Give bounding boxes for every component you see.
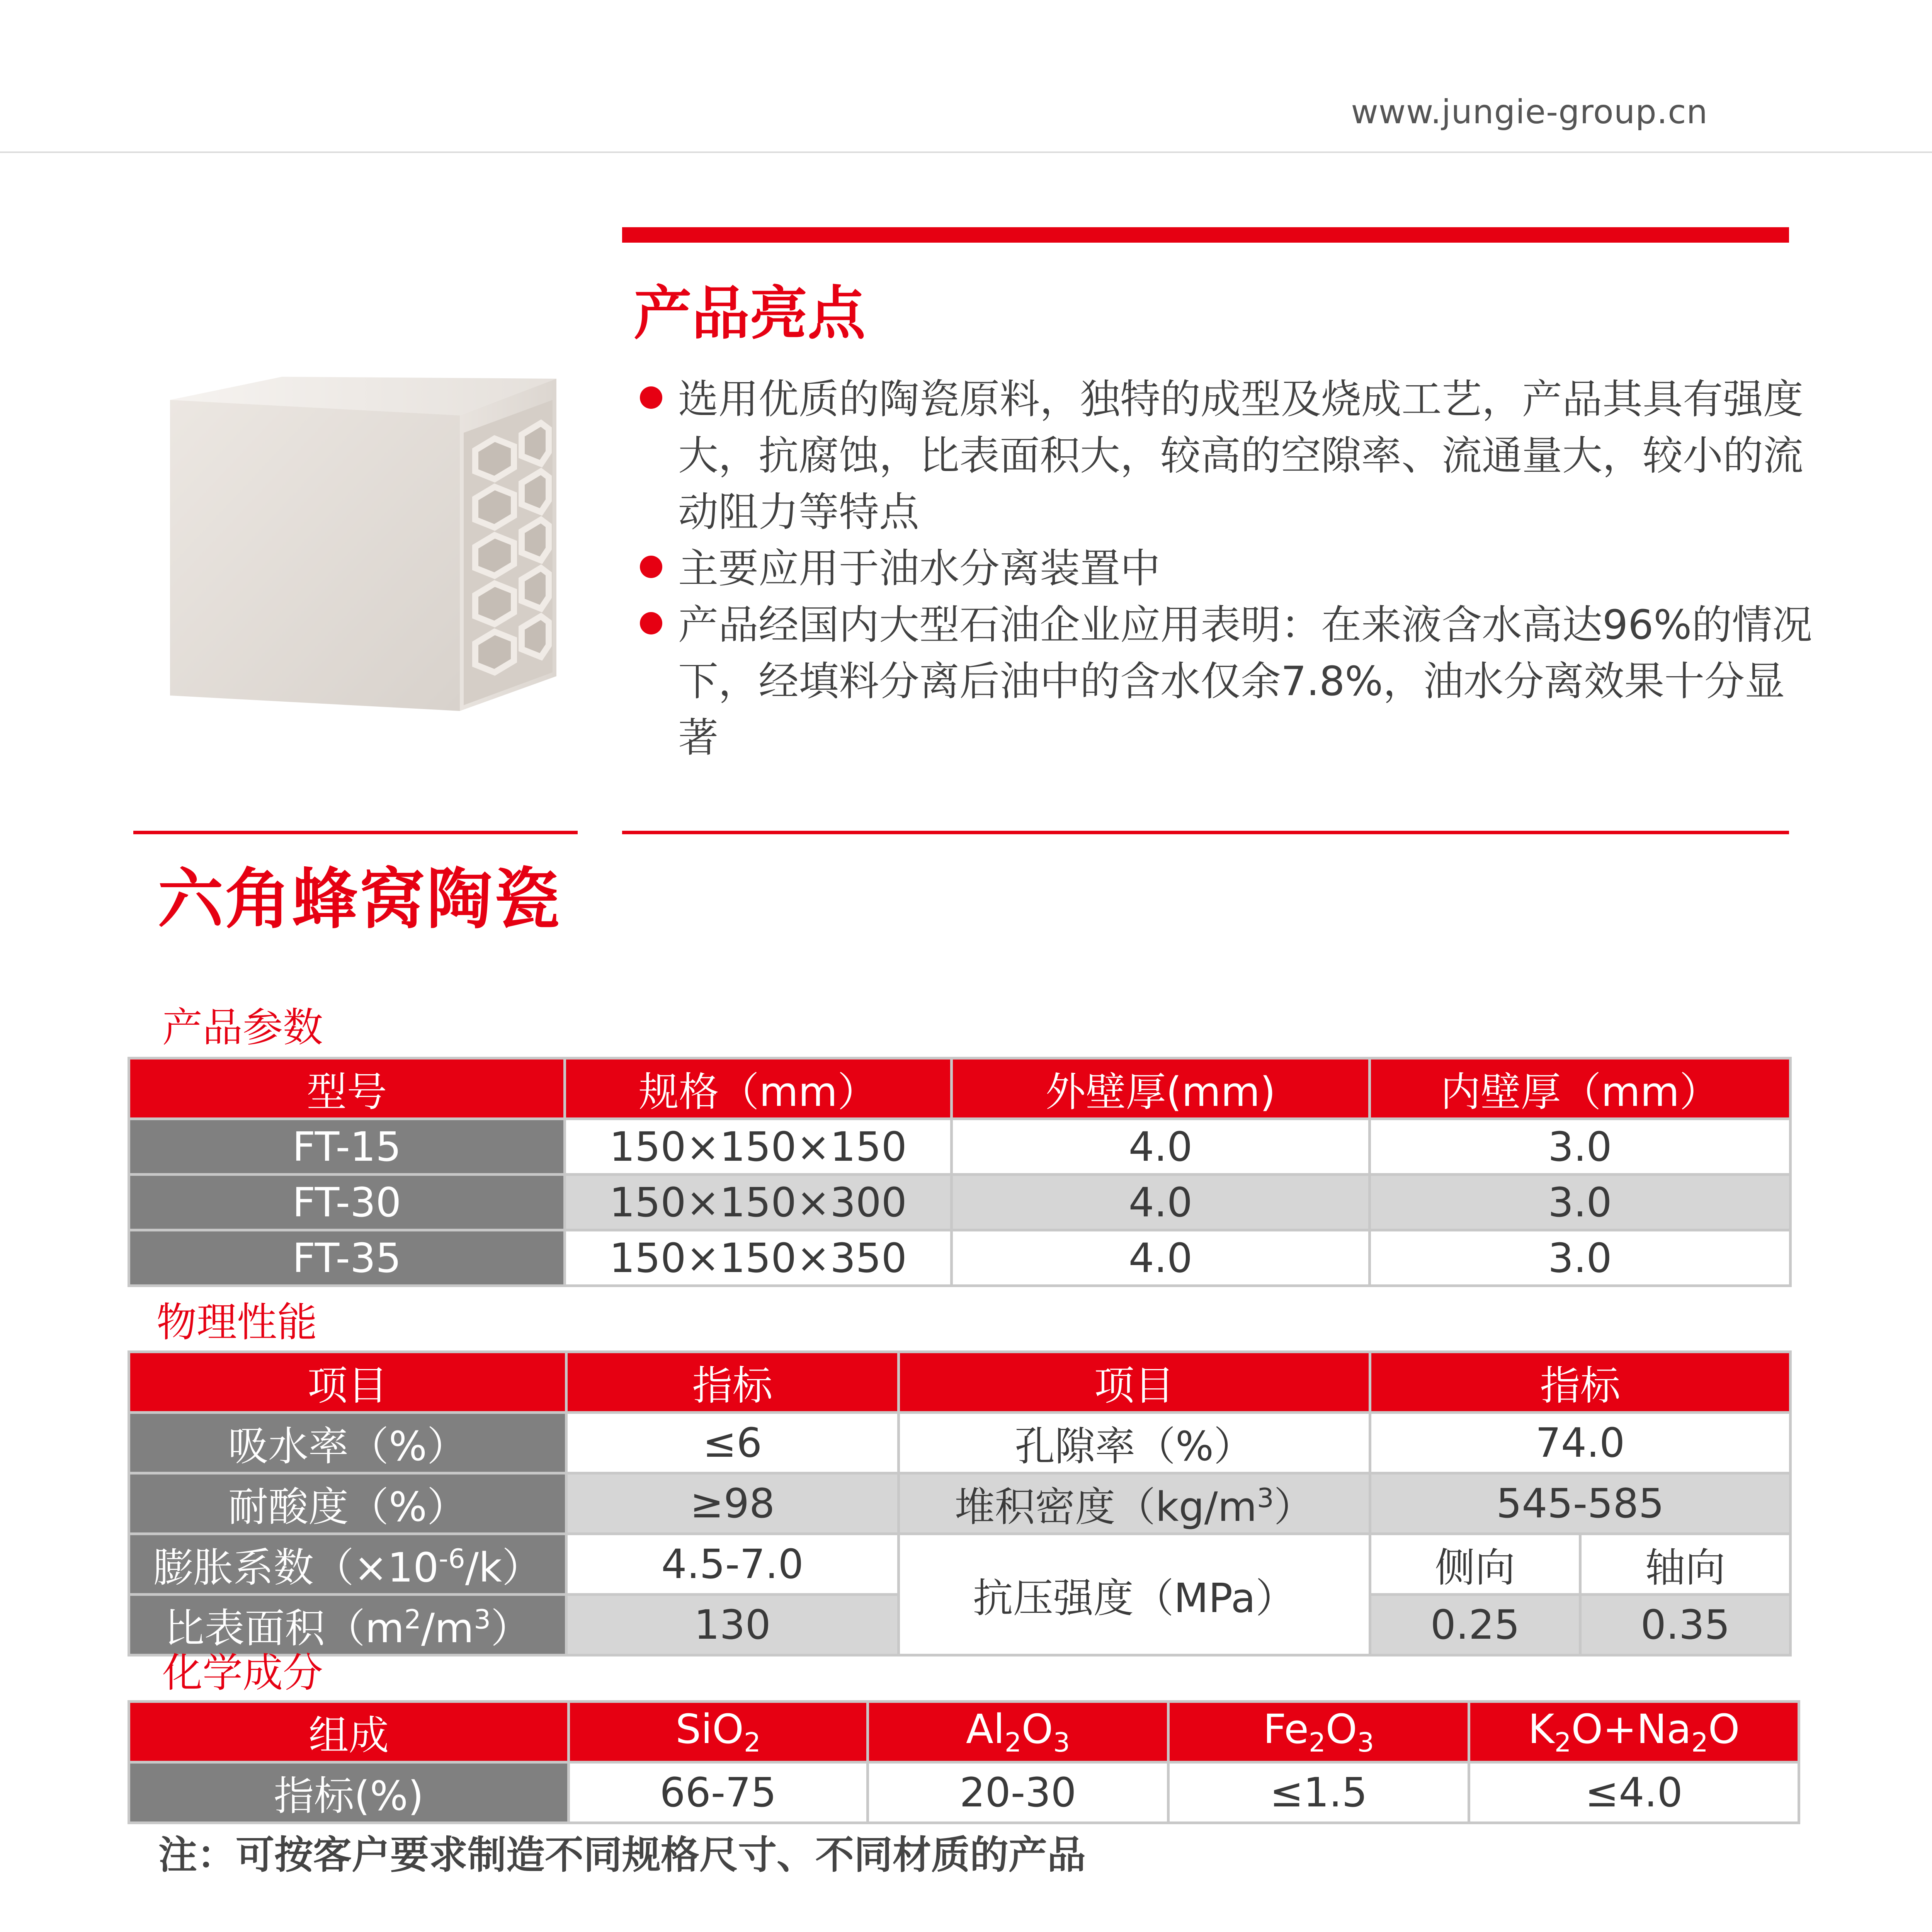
table-row [129,1175,1791,1230]
table-cell: 150×150×350 [565,1230,952,1286]
highlight-item: 选用优质的陶瓷原料，独特的成型及烧成工艺，产品其具有强度大，抗腐蚀，比表面积大，较高的空隙率、流通量大，较小的流动阻力等特点 [638,371,1816,540]
highlight-item: 产品经国内大型石油企业应用表明：在来液含水高达96%的情况下，经填料分离后油中的含水仅余7.8%，油水分离效果十分显著 [638,597,1816,766]
highlights-title: 产品亮点 [634,280,866,347]
compound-sio2: SiO$_2$ [569,1702,868,1762]
compound-al2o3: $Al_2O_3$ [868,1702,1168,1762]
product-title: 六角蜂窝陶瓷 [158,861,561,938]
table-cell: 3.0 [1370,1119,1791,1175]
table-cell: 4.0 [952,1175,1370,1230]
highlights-top-bar [622,227,1789,243]
table-cell: 150×150×150 [565,1119,952,1175]
property-cell: 耐酸度（%） [129,1473,566,1534]
property-cell: 吸水率（%） [129,1413,566,1473]
table-cell: 孔隙率（%） [899,1413,1370,1473]
model-cell: FT-15 [129,1119,565,1175]
table-cell: 3.0 [1370,1175,1791,1230]
table-header-cell: 组成 [129,1702,569,1762]
table-cell: ≥98 [566,1473,899,1534]
table-row [129,1762,1799,1823]
table-row [129,1413,1791,1473]
physical-label: 物理性能 [156,1299,318,1346]
model-cell: FT-35 [129,1230,565,1286]
product-title-rule [622,831,1789,834]
header-divider [0,151,1932,153]
table-cell: 堆积密度$(kg/m^3)$ [899,1473,1370,1534]
table-header-row [129,1058,1791,1119]
table-header-cell: 指标 [566,1352,899,1413]
row-label-cell: 指标(%) [129,1762,569,1823]
table-cell: 4.5-7.0 [566,1534,899,1595]
params-table [128,1057,1792,1287]
chemical-table [128,1700,1800,1824]
table-header-cell: 指标 [1370,1352,1791,1413]
table-header-cell: 外壁厚(mm) [952,1058,1370,1119]
table-header-row [129,1352,1791,1413]
highlights-list [638,371,1816,766]
table-header-cell: 内壁厚（mm） [1370,1058,1791,1119]
table-cell: 545-585 [1370,1473,1791,1534]
compound-k2o-na2o: $K_2O+Na_2O$ [1469,1702,1799,1762]
params-label: 产品参数 [162,1004,323,1051]
table-cell: 20-30 [868,1762,1168,1823]
product-image [155,363,587,734]
table-header-row [129,1702,1799,1762]
physical-table [128,1350,1792,1656]
table-cell: ≤6 [566,1413,899,1473]
table-cell: 150×150×300 [565,1175,952,1230]
table-header-cell: 规格（mm） [565,1058,952,1119]
table-cell: ≤4.0 [1469,1762,1799,1823]
table-cell: ≤1.5 [1168,1762,1469,1823]
model-cell: FT-30 [129,1175,565,1230]
table-cell: 4.0 [952,1230,1370,1286]
website-url: www.jungie-group.cn [1351,93,1708,131]
table-header-cell: 型号 [129,1058,565,1119]
table-row [129,1534,1791,1595]
table-header-cell: 项目 [129,1352,566,1413]
table-cell: 3.0 [1370,1230,1791,1286]
table-cell: 抗压强度（MPa） [899,1534,1370,1655]
property-cell: 比表面积$(m^2/m^3)$ [129,1595,566,1655]
table-row [129,1119,1791,1175]
table-cell: 轴向 [1580,1534,1791,1595]
highlight-item: 主要应用于油水分离装置中 [638,540,1816,597]
table-cell: 0.35 [1580,1595,1791,1655]
table-row [129,1230,1791,1286]
table-cell: 侧向 [1370,1534,1580,1595]
product-title-underline [133,831,578,834]
table-cell: 0.25 [1370,1595,1580,1655]
table-cell: 66-75 [569,1762,868,1823]
table-cell: 130 [566,1595,899,1655]
table-header-cell: 项目 [899,1352,1370,1413]
table-cell: 74.0 [1370,1413,1791,1473]
compound-fe2o3: $Fe_2O_3$ [1168,1702,1469,1762]
table-row [129,1473,1791,1534]
property-cell: 膨胀系数$(\times 10^{-6}/k)$ [129,1534,566,1595]
footnote: 注：可按客户要求制造不同规格尺寸、不同材质的产品 [158,1832,1086,1878]
table-cell: 4.0 [952,1119,1370,1175]
chemical-label: 化学成分 [162,1649,323,1696]
